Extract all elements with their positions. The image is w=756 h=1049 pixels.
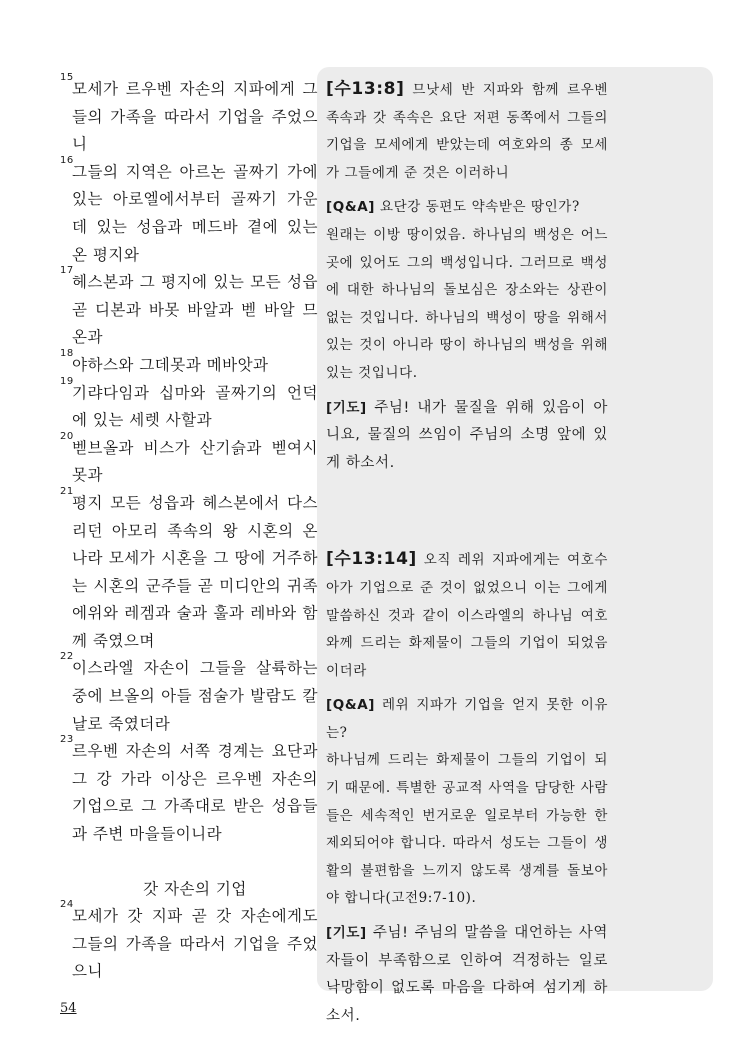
verse-number: 19 bbox=[60, 375, 74, 387]
verse-text: 야하스와 그데못과 메바앗과 bbox=[72, 355, 269, 374]
verse-number: 15 bbox=[60, 72, 74, 83]
section-heading: 갓 자손의 기업 bbox=[143, 879, 247, 898]
page-number: 54 bbox=[60, 1001, 77, 1016]
verse-text: 이스라엘 자손이 그들을 살륙하는 중에 브올의 아들 점술가 발람도 칼날로 죽였더라 bbox=[72, 659, 318, 733]
verse-text: 헤스본과 그 평지에 있는 모든 성읍 곧 디본과 바못 바알과 벧 바알 므온과 bbox=[72, 273, 318, 347]
verse-text: 평지 모든 성읍과 헤스본에서 다스리던 아모리 족속의 왕 시혼의 온 나라 모세가 시혼을 그 땅에 거주하는 시혼의 군주들 곧 미디안의 귀족 에위와 레겜과 술과 훌과 레바와 함께 죽였으며 bbox=[72, 493, 318, 650]
verse-19 bbox=[60, 375, 318, 435]
prayer-text: 주님! 내가 물질을 위해 있음이 아니요, 물질의 쓰임이 주님의 소명 앞에 있게 하소서. bbox=[326, 399, 608, 471]
prayer-tag: [기도] bbox=[326, 925, 367, 942]
verse-number: 17 bbox=[60, 265, 74, 277]
note-ref-13-8 bbox=[326, 76, 608, 187]
verse-15 bbox=[60, 72, 318, 159]
verse-22 bbox=[60, 651, 318, 738]
prayer-tag: [기도] bbox=[326, 399, 367, 416]
reference-tag: [수13:14] bbox=[326, 549, 417, 570]
qa-question: 요단강 동편도 약속받은 땅인가? bbox=[375, 199, 580, 216]
qa-answer: 원래는 이방 땅이었음. 하나님의 백성은 어느 곳에 있어도 그의 백성입니다. 그러므로 백성에 대한 하나님의 돌보심은 장소와는 상관이 없는 것입니다. 하나님의 백성이 땅을 위해서 있는 것이 아니라 땅이 하나님의 백성을 위해 있는 것입니다. bbox=[326, 226, 608, 381]
verse-20 bbox=[60, 430, 318, 490]
qa-block-1 bbox=[326, 194, 608, 387]
prayer-block-1 bbox=[326, 395, 608, 478]
verse-text: 그들의 지역은 아르논 골짜기 가에 있는 아로엘에서부터 골짜기 가운데 있는 성읍과 메드바 곁에 있는 온 평지와 bbox=[72, 162, 318, 264]
verse-text: 벧브올과 비스가 산기슭과 벧여시못과 bbox=[72, 438, 318, 485]
verse-23 bbox=[60, 734, 318, 848]
prayer-text: 주님! 주님의 말씀을 대언하는 사역자들이 부족함으로 인하여 걱정하는 일로 낙망함이 없도록 마음을 다하여 섬기게 하소서. bbox=[326, 925, 608, 1024]
reference-text: 므낫세 반 지파와 함께 르우벤 족속과 갓 족속은 요단 저편 동쪽에서 그들의 기업을 모세에게 받았는데 여호와의 종 모세가 그들에게 준 것은 이러하니 bbox=[326, 82, 608, 181]
verse-number: 23 bbox=[60, 734, 74, 746]
verse-number: 22 bbox=[60, 651, 74, 663]
qa-tag: [Q&A] bbox=[326, 697, 376, 714]
verse-number: 20 bbox=[60, 430, 74, 442]
verse-number: 18 bbox=[60, 347, 74, 359]
commentary-column bbox=[326, 76, 608, 1030]
reference-text: 오직 레위 지파에게는 여호수아가 기업으로 준 것이 없었으니 이는 그에게 말씀하신 것과 같이 이스라엘의 하나님 여호와께 드리는 화제물이 그들의 기업이 되었음이더라 bbox=[326, 552, 608, 679]
verse-number: 24 bbox=[60, 899, 74, 911]
verse-text: 기랴다임과 십마와 골짜기의 언덕에 있는 세렛 사할과 bbox=[72, 383, 318, 430]
verse-number: 21 bbox=[60, 485, 74, 497]
verse-number: 16 bbox=[60, 154, 74, 166]
verse-text: 모세가 갓 지파 곧 갓 자손에게도 그들의 가족을 따라서 기업을 주었으니 bbox=[72, 907, 318, 981]
verse-24 bbox=[60, 899, 318, 986]
verse-text: 모세가 르우벤 자손의 지파에게 그들의 가족을 따라서 기업을 주었으니 bbox=[72, 80, 318, 154]
qa-tag: [Q&A] bbox=[326, 199, 376, 216]
qa-answer: 하나님께 드리는 화제물이 그들의 기업이 되기 때문에. 특별한 공교적 사역을 담당한 사람들은 세속적인 번거로운 일로부터 가능한 한 제외되어야 합니다. 따라서 성도는 그들이 생활의 불편함을 느끼지 않도록 생계를 돌보아야 합니다(고전9:7-10). bbox=[326, 752, 608, 907]
note-ref-13-14 bbox=[326, 546, 608, 685]
verse-17 bbox=[60, 265, 318, 352]
prayer-block-2 bbox=[326, 920, 608, 1030]
qa-question: 레위 지파가 기업을 얻지 못한 이유는? bbox=[326, 697, 608, 741]
scripture-column bbox=[60, 72, 318, 986]
verse-21 bbox=[60, 485, 318, 656]
qa-block-2 bbox=[326, 692, 608, 913]
verse-16 bbox=[60, 154, 318, 269]
verse-text: 르우벤 자손의 서쪽 경계는 요단과 그 강 가라 이상은 르우벤 자손의 기업으로 그 가족대로 받은 성읍들과 주변 마을들이니라 bbox=[72, 742, 318, 844]
verse-18 bbox=[60, 347, 318, 380]
reference-tag: [수13:8] bbox=[326, 79, 405, 99]
